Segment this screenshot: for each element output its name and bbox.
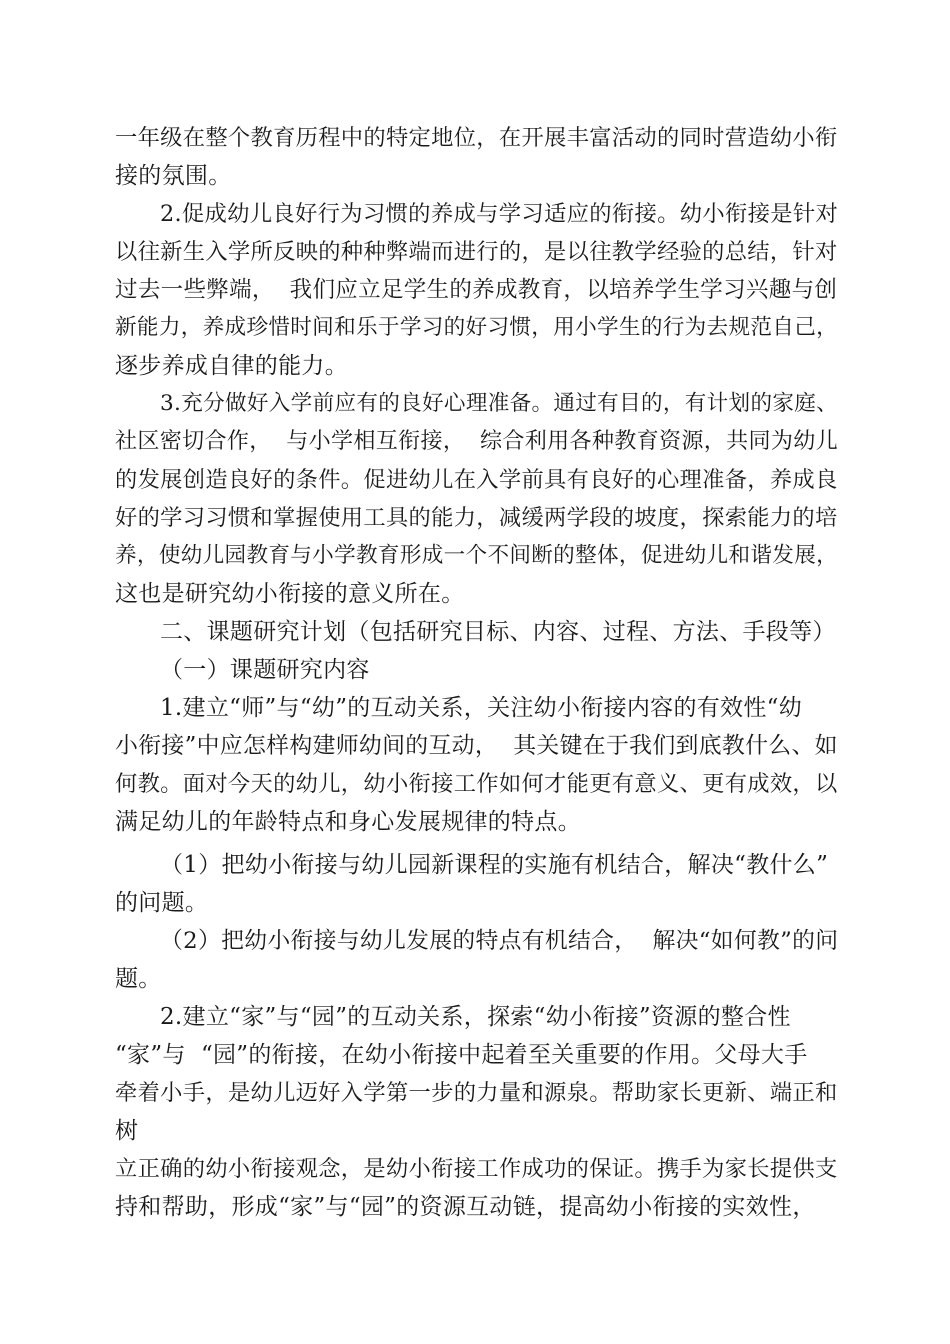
- text-line: 的问题。: [115, 890, 209, 916]
- text-line: 牵着小手，是幼儿迈好入学第一步的力量和源泉。帮助家长更新、端正和: [115, 1080, 838, 1106]
- text-line: 持和帮助，形成“家”与“园”的资源互动链，提高幼小衔接的实效性，: [115, 1194, 816, 1220]
- text-line: 这也是研究幼小衔接的意义所在。: [115, 581, 465, 607]
- subsection-heading: （一）课题研究内容: [160, 657, 370, 683]
- text-line: 过去一些弊端， 我们应立足学生的养成教育，以培养学生学习兴趣与创: [115, 277, 838, 303]
- text-line: 社区密切合作， 与小学相互衔接， 综合利用各种教育资源，共同为幼儿: [115, 429, 838, 454]
- text-line: （1）把幼小衔接与幼儿园新课程的实施有机结合，解决“教什么”: [160, 852, 829, 878]
- section-heading: 二、课题研究计划（包括研究目标、内容、过程、方法、手段等）: [160, 619, 836, 645]
- text-line: 题。: [115, 966, 162, 992]
- text-line: 的发展创造良好的条件。促进幼儿在入学前具有良好的心理准备，养成良: [115, 467, 838, 493]
- text-line: 接的氛围。: [115, 163, 232, 189]
- text-line: 逐步养成自律的能力。: [115, 353, 348, 379]
- text-line: 好的学习习惯和掌握使用工具的能力，减缓两学段的坡度，探索能力的培: [115, 505, 838, 531]
- text-line: 以往新生入学所反映的种种弊端而进行的，是以往教学经验的总结，针对: [115, 239, 838, 265]
- text-line: 一年级在整个教育历程中的特定地位，在开展丰富活动的同时营造幼小衔: [115, 125, 838, 151]
- text-line: 树: [115, 1118, 139, 1144]
- text-line: （2）把幼小衔接与幼儿发展的特点有机结合， 解决“如何教”的问: [160, 928, 839, 954]
- text-line: 满足幼儿的年龄特点和身心发展规律的特点。: [115, 809, 581, 835]
- text-line: “家”与 “园”的衔接，在幼小衔接中起着至关重要的作用。父母大手: [115, 1042, 808, 1068]
- text-line: 立正确的幼小衔接观念，是幼小衔接工作成功的保证。携手为家长提供支: [115, 1156, 838, 1182]
- text-line: 何教。面对今天的幼儿，幼小衔接工作如何才能更有意义、更有成效，以: [115, 771, 838, 797]
- text-line: 2.促成幼儿良好行为习惯的养成与学习适应的衔接。幼小衔接是针对: [160, 201, 839, 227]
- text-line: 2.建立“家”与“园”的互动关系，探索“幼小衔接”资源的整合性: [160, 1004, 791, 1030]
- text-line: 1.建立“师”与“幼”的互动关系，关注幼小衔接内容的有效性“幼: [160, 695, 803, 721]
- text-line: 3.充分做好入学前应有的良好心理准备。通过有目的，有计划的家庭、: [160, 391, 839, 416]
- text-line: 小衔接”中应怎样构建师幼间的互动， 其关键在于我们到底教什么、如: [115, 733, 838, 759]
- text-line: 新能力，养成珍惜时间和乐于学习的好习惯，用小学生的行为去规范自己，: [115, 315, 839, 340]
- text-line: 养，使幼儿园教育与小学教育形成一个不间断的整体，促进幼儿和谐发展，: [115, 543, 839, 568]
